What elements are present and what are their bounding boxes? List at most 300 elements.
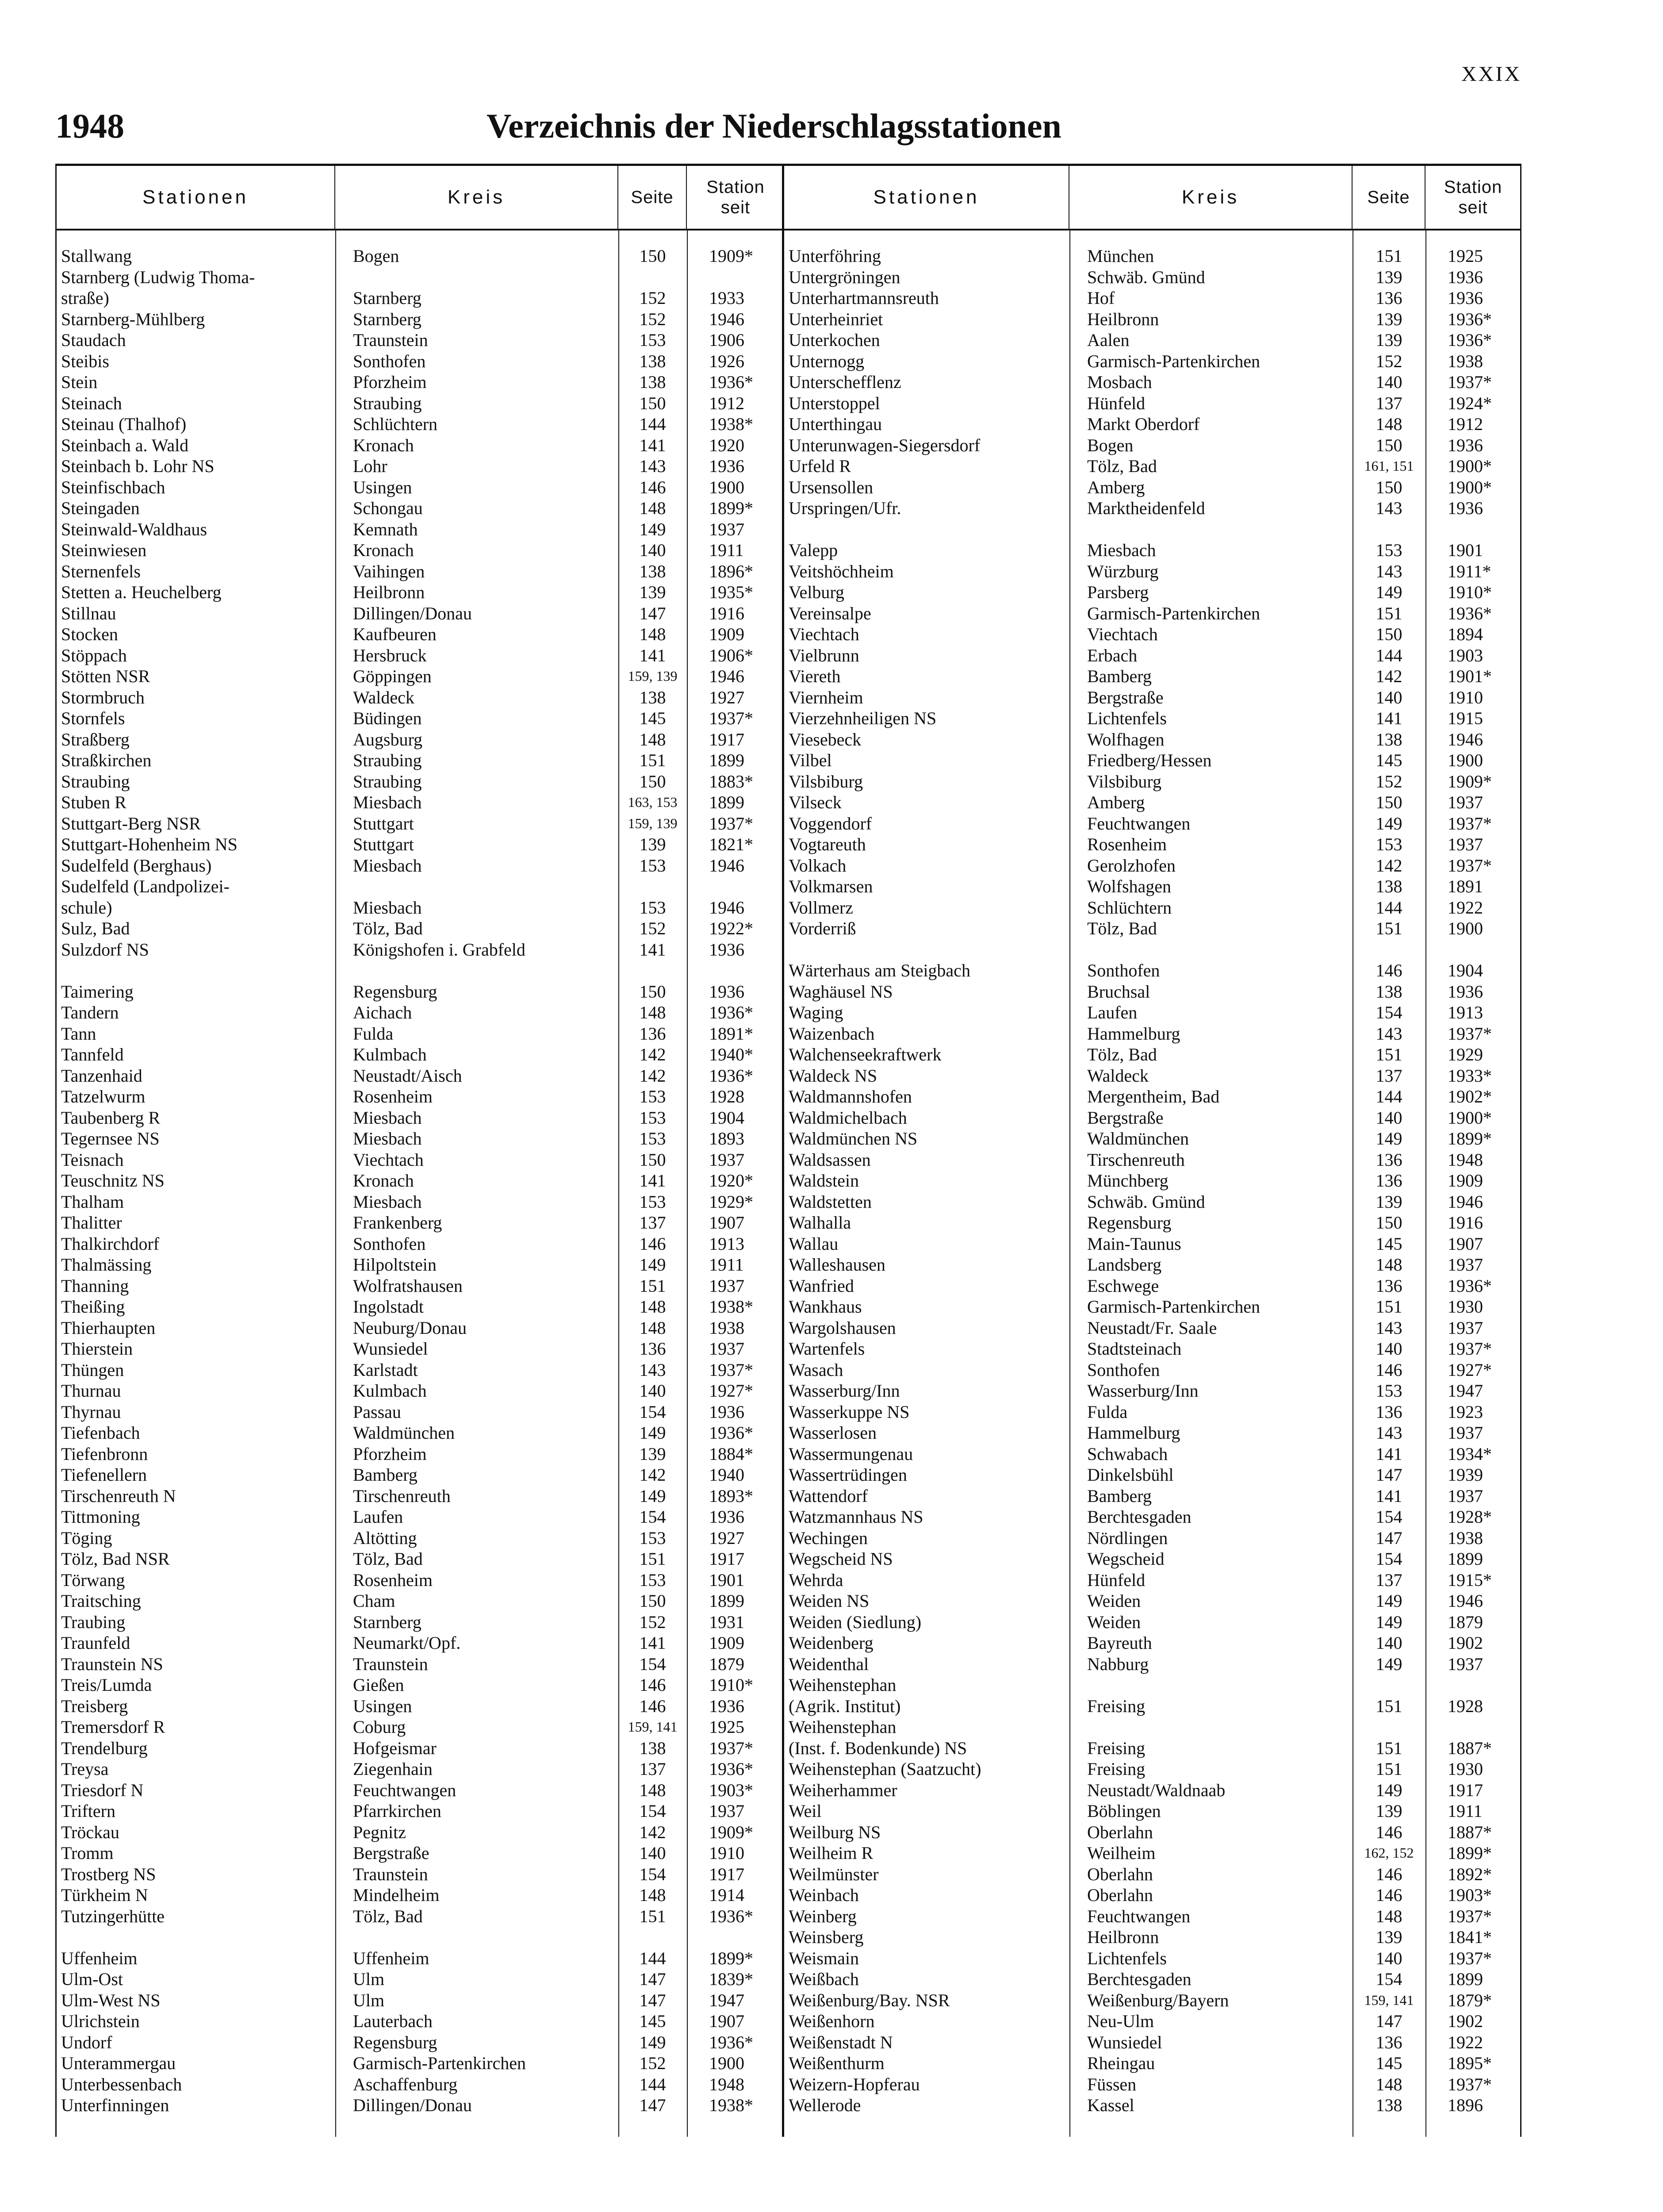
- station-name: Törwang: [61, 1570, 125, 1590]
- table-row: [57, 1906, 782, 1927]
- station-seite: 149: [639, 2032, 666, 2052]
- station-seite: 140: [1376, 372, 1402, 392]
- station-seit: 1913: [1448, 1002, 1483, 1022]
- station-kreis: Freising: [1087, 1738, 1146, 1758]
- station-seite: 154: [639, 1402, 666, 1422]
- table-left-half: [57, 166, 784, 2137]
- station-kreis: Stadtsteinach: [1087, 1339, 1182, 1359]
- table-row: [57, 1885, 782, 1906]
- station-kreis: Tölz, Bad: [1087, 1045, 1157, 1064]
- table-row: [57, 1759, 782, 1780]
- table-row: [784, 1254, 1521, 1275]
- station-seit: 1899: [1448, 1969, 1483, 1989]
- station-name: Tittmoning: [61, 1507, 140, 1527]
- station-seit: 1911: [709, 540, 744, 560]
- table-row: [784, 1444, 1521, 1465]
- station-kreis: Tirschenreuth: [353, 1486, 451, 1506]
- station-seit: 1917: [1448, 1780, 1483, 1800]
- station-seit: 1900: [709, 2053, 744, 2073]
- station-name: Staudach: [61, 330, 126, 350]
- station-kreis: Regensburg: [353, 981, 437, 1002]
- station-name: Triesdorf N: [61, 1780, 144, 1800]
- station-name: Weiden (Siedlung): [789, 1612, 922, 1632]
- station-kreis: Rheingau: [1087, 2053, 1155, 2073]
- station-name: Stallwang: [61, 246, 132, 266]
- table-row: [784, 372, 1521, 393]
- table-row: [57, 1969, 782, 1990]
- station-seit: 1938: [1448, 1528, 1483, 1548]
- station-kreis: Kemnath: [353, 519, 418, 539]
- station-seite: 153: [639, 1107, 666, 1128]
- station-kreis: Dinkelsbühl: [1087, 1465, 1174, 1485]
- station-name: Tanzenhaid: [61, 1065, 142, 1086]
- station-seite: 154: [639, 1801, 666, 1821]
- station-kreis: Usingen: [353, 477, 412, 497]
- station-name: (Inst. f. Bodenkunde) NS: [789, 1738, 967, 1758]
- table-row: [784, 1380, 1521, 1402]
- station-kreis: Dillingen/Donau: [353, 2095, 472, 2115]
- station-kreis: Mergentheim, Bad: [1087, 1087, 1220, 1106]
- station-name: [784, 939, 1069, 960]
- station-seite: 138: [639, 372, 666, 392]
- table-row: [57, 666, 782, 687]
- station-name: Vilsbiburg: [789, 771, 863, 791]
- station-kreis: Traunstein: [353, 330, 428, 350]
- table-row: [784, 1632, 1521, 1654]
- station-kreis: Laufen: [353, 1507, 403, 1527]
- station-seite: 148: [639, 498, 666, 518]
- station-name: Vilseck: [789, 792, 842, 812]
- station-seit: 1910*: [709, 1675, 753, 1695]
- station-kreis: Straubing: [353, 750, 422, 770]
- station-name: Wegscheid NS: [789, 1549, 893, 1569]
- table-row: [784, 246, 1521, 267]
- station-seit: 1937*: [1448, 1023, 1492, 1044]
- station-seit: 1936: [709, 1696, 744, 1716]
- station-kreis: Miesbach: [353, 1129, 422, 1148]
- station-seite: 145: [639, 708, 666, 728]
- station-seit: 1936*: [1448, 1275, 1492, 1296]
- station-seit: 1902: [1448, 2011, 1483, 2031]
- station-seit: 1936: [1448, 498, 1483, 518]
- station-seite: 138: [1376, 729, 1402, 749]
- station-seit: 1937: [1448, 1255, 1483, 1275]
- station-kreis: Kronach: [353, 540, 414, 560]
- station-seit: 1936*: [709, 1759, 753, 1779]
- station-kreis: Karlstadt: [353, 1359, 418, 1380]
- station-name: Triftern: [61, 1801, 115, 1821]
- station-seite: 146: [639, 1675, 666, 1695]
- table-row: [784, 1548, 1521, 1570]
- table-row: [784, 1990, 1521, 2011]
- station-name: Unterheinriet: [789, 309, 883, 329]
- station-seite: 141: [1376, 708, 1402, 728]
- station-kreis: Miesbach: [353, 1191, 422, 1212]
- station-kreis: Freising: [1087, 1759, 1146, 1779]
- station-seite: 150: [639, 393, 666, 413]
- station-kreis: Oberlahn: [1087, 1864, 1153, 1884]
- station-kreis: Ulm: [353, 1969, 385, 1989]
- table-row: [784, 1191, 1521, 1213]
- station-kreis: Aalen: [1087, 330, 1130, 350]
- table-row: [57, 246, 782, 267]
- table-row: [784, 1528, 1521, 1549]
- station-seite: 148: [639, 624, 666, 644]
- station-name: Wehrda: [789, 1570, 843, 1590]
- table-row: [784, 792, 1521, 813]
- station-name: Steibis: [61, 351, 109, 371]
- table-row: [57, 1801, 782, 1822]
- table-row: [57, 1044, 782, 1065]
- station-name: Trostberg NS: [61, 1864, 156, 1884]
- table-row: [57, 1422, 782, 1444]
- station-seit: 1901: [1448, 540, 1483, 560]
- station-name: Weißbach: [789, 1969, 859, 1989]
- station-seit: 1934*: [1448, 1444, 1492, 1464]
- station-seit: 1907: [709, 1213, 744, 1233]
- table-row: [784, 1002, 1521, 1023]
- station-seit: 1900*: [1448, 477, 1492, 497]
- station-seite: 147: [1376, 1465, 1402, 1485]
- station-seit: 1937*: [1448, 855, 1492, 876]
- station-name: Unterbessenbach: [61, 2074, 182, 2094]
- station-seite: 153: [639, 330, 666, 350]
- station-kreis: Weiden: [1087, 1612, 1141, 1632]
- table-row: [784, 1801, 1521, 1822]
- station-seite: 159, 139: [628, 815, 678, 831]
- station-seit: 1947: [709, 1990, 744, 2010]
- table-row: [784, 1317, 1521, 1339]
- station-kreis: Füssen: [1087, 2074, 1137, 2094]
- station-seite: 153: [639, 1087, 666, 1106]
- table-row: [784, 1023, 1521, 1045]
- station-seite: 146: [1376, 1864, 1402, 1884]
- table-row: [784, 1696, 1521, 1717]
- station-seite: 137: [1376, 1065, 1402, 1086]
- station-seite: 143: [1376, 561, 1402, 581]
- station-seit: 1915*: [1448, 1570, 1492, 1590]
- station-seite: 153: [639, 1570, 666, 1590]
- station-seite: 138: [639, 351, 666, 371]
- station-name: Weiden NS: [789, 1591, 870, 1611]
- station-seite: 147: [1376, 2011, 1402, 2031]
- station-seit: 1937: [709, 1275, 744, 1296]
- station-name: Uffenheim: [61, 1948, 138, 1968]
- station-seit: 1927: [709, 687, 744, 707]
- table-row: [784, 540, 1521, 561]
- station-name: Thalmässing: [61, 1255, 152, 1275]
- station-seite: 140: [1376, 1107, 1402, 1128]
- station-seit: 1937: [709, 1149, 744, 1170]
- header-seite: Seite: [618, 166, 687, 229]
- table-row: [57, 771, 782, 792]
- station-seit: 1925: [1448, 246, 1483, 266]
- table-row: [57, 897, 782, 918]
- table-row: [784, 939, 1521, 960]
- station-seite: 150: [1376, 792, 1402, 812]
- station-kreis: Sonthofen: [353, 1233, 426, 1254]
- station-kreis: Lichtenfels: [1087, 1948, 1167, 1968]
- table-row: [57, 1717, 782, 1738]
- station-seit: 1936*: [709, 2032, 753, 2052]
- station-seit: 1915: [1448, 708, 1483, 728]
- station-seit: 1912: [709, 393, 744, 413]
- station-name: Unternogg: [789, 351, 865, 371]
- table-row: [784, 1843, 1521, 1864]
- station-seite: 144: [639, 1948, 666, 1968]
- station-seit: 1928: [1448, 1696, 1483, 1716]
- station-seite: 152: [639, 1612, 666, 1632]
- station-seite: 143: [1376, 498, 1402, 518]
- station-seite: 150: [1376, 624, 1402, 644]
- station-seit: 1891*: [709, 1023, 753, 1044]
- page-title: Verzeichnis der Niederschlagsstationen: [487, 107, 1061, 145]
- station-seite: 148: [639, 1002, 666, 1022]
- station-seite: 161, 151: [1364, 458, 1414, 474]
- station-kreis: Regensburg: [1087, 1213, 1172, 1233]
- station-name: Weizern-Hopferau: [789, 2074, 920, 2094]
- station-name: Undorf: [61, 2032, 112, 2052]
- station-name: Velburg: [789, 582, 844, 602]
- station-seit: 1909*: [709, 246, 753, 266]
- station-name: Walhalla: [789, 1213, 851, 1233]
- station-kreis: Schwäb. Gmünd: [1087, 1191, 1205, 1212]
- station-kreis: Waldmünchen: [353, 1423, 455, 1443]
- station-seit: 1937: [1448, 834, 1483, 854]
- table-row: [784, 1044, 1521, 1065]
- station-kreis: Straubing: [353, 393, 422, 413]
- station-kreis: Amberg: [1087, 477, 1145, 497]
- station-seit: 1907: [709, 2011, 744, 2031]
- table-row: [57, 1233, 782, 1255]
- station-seit: [1425, 519, 1521, 540]
- station-kreis: Kaufbeuren: [353, 624, 437, 644]
- table-row: [57, 1528, 782, 1549]
- station-seite: 143: [1376, 1023, 1402, 1044]
- station-kreis: Wolfhagen: [1087, 729, 1165, 749]
- station-kreis: Kulmbach: [353, 1381, 427, 1401]
- station-kreis: Neustadt/Waldnaab: [1087, 1780, 1226, 1800]
- station-seit: 1937*: [1448, 813, 1492, 833]
- table-row: [57, 1380, 782, 1402]
- station-seite: 141: [1376, 1444, 1402, 1464]
- station-seite: 151: [639, 750, 666, 770]
- station-name: Stuben R: [61, 792, 126, 812]
- station-seite: 150: [1376, 1213, 1402, 1233]
- table-row: [784, 561, 1521, 582]
- station-kreis: Tölz, Bad: [1087, 918, 1157, 938]
- table-row: [57, 918, 782, 939]
- table-row: [784, 876, 1521, 897]
- station-name: [57, 960, 335, 981]
- station-name: Vorderriß: [789, 918, 856, 938]
- station-seite: 153: [1376, 834, 1402, 854]
- station-kreis: Mindelheim: [353, 1885, 440, 1905]
- station-seite: 143: [1376, 1423, 1402, 1443]
- station-name: Waldeck NS: [789, 1065, 877, 1086]
- station-seite: 148: [1376, 1255, 1402, 1275]
- station-seit: [687, 960, 784, 981]
- table-row: [784, 414, 1521, 435]
- table-row: [784, 1674, 1521, 1696]
- station-seit: 1946: [709, 666, 744, 686]
- table-row: [57, 519, 782, 540]
- station-name: Stillnau: [61, 603, 116, 623]
- table-row: [784, 1885, 1521, 1906]
- station-name: Tandern: [61, 1002, 119, 1022]
- station-name: Thyrnau: [61, 1402, 121, 1422]
- station-seite: 148: [639, 1780, 666, 1800]
- station-kreis: Waldeck: [1087, 1065, 1149, 1086]
- station-seite: 153: [1376, 540, 1402, 560]
- station-kreis: Schongau: [353, 498, 423, 518]
- header-kreis: Kreis: [335, 166, 618, 229]
- station-kreis: Miesbach: [353, 897, 422, 918]
- station-kreis: Friedberg/Hessen: [1087, 750, 1212, 770]
- station-name: Teuschnitz NS: [61, 1171, 165, 1190]
- station-seite: 150: [1376, 477, 1402, 497]
- station-seite: 139: [1376, 1801, 1402, 1821]
- station-seite: 163, 153: [628, 794, 678, 810]
- station-seite: [1353, 1674, 1425, 1696]
- station-kreis: [1069, 1674, 1353, 1696]
- station-seite: 140: [1376, 1633, 1402, 1653]
- station-seite: 148: [639, 1317, 666, 1338]
- station-kreis: Garmisch-Partenkirchen: [1087, 351, 1260, 371]
- station-kreis: Stuttgart: [353, 813, 414, 833]
- station-kreis: Hammelburg: [1087, 1023, 1180, 1044]
- station-name: Tutzingerhütte: [61, 1906, 165, 1926]
- station-seite: [618, 267, 687, 288]
- table-row: [57, 477, 782, 498]
- station-seite: 154: [639, 1507, 666, 1527]
- station-seite: 151: [1376, 918, 1402, 938]
- station-kreis: Cham: [353, 1591, 395, 1611]
- station-kreis: Miesbach: [353, 1107, 422, 1128]
- station-name: Steinau (Thalhof): [61, 414, 187, 434]
- station-seite: 154: [1376, 1969, 1402, 1989]
- station-seit: 1903*: [709, 1780, 753, 1800]
- station-kreis: Augsburg: [353, 729, 423, 749]
- station-kreis: Sonthofen: [353, 351, 426, 371]
- station-seit: 1894: [1448, 624, 1483, 644]
- station-seite: 151: [1376, 1045, 1402, 1064]
- station-name: [784, 519, 1069, 540]
- station-seite: 141: [639, 1633, 666, 1653]
- station-name: Tiefenbach: [61, 1423, 140, 1443]
- station-kreis: Pforzheim: [353, 372, 427, 392]
- station-name: Wärterhaus am Steigbach: [789, 960, 970, 980]
- station-kreis: Heilbronn: [353, 582, 425, 602]
- station-seit: 1937*: [1448, 1339, 1492, 1359]
- table-row: [784, 393, 1521, 414]
- station-name: Tannfeld: [61, 1045, 124, 1064]
- station-kreis: Rosenheim: [1087, 834, 1167, 854]
- station-seite: 151: [1376, 1738, 1402, 1758]
- station-seite: 139: [1376, 267, 1402, 287]
- table-row: [784, 1906, 1521, 1927]
- table-row: [57, 1843, 782, 1864]
- station-seit: 1937*: [1448, 1948, 1492, 1968]
- station-kreis: Bamberg: [353, 1465, 418, 1485]
- table-row: [784, 750, 1521, 771]
- station-seit: 1925: [709, 1717, 744, 1737]
- header-station-seit: Station seit: [706, 177, 765, 217]
- station-kreis: Viechtach: [1087, 624, 1158, 644]
- station-seit: 1909*: [709, 1822, 753, 1842]
- station-name: Viereth: [789, 666, 841, 686]
- station-kreis: Waldmünchen: [1087, 1129, 1189, 1148]
- table-row: [784, 1717, 1521, 1738]
- station-kreis: Regensburg: [353, 2032, 437, 2052]
- station-kreis: Sonthofen: [1087, 960, 1160, 980]
- station-seit: 1929*: [709, 1191, 753, 1212]
- station-seite: 159, 139: [628, 668, 678, 684]
- station-name: Steingaden: [61, 498, 140, 518]
- table-row: [57, 2011, 782, 2032]
- station-seite: 136: [1376, 1402, 1402, 1422]
- station-name: Weihenstephan (Saatzucht): [789, 1759, 981, 1779]
- station-seit: 1909: [1448, 1171, 1483, 1190]
- station-name: Wechingen: [789, 1528, 868, 1548]
- station-kreis: Stuttgart: [353, 834, 414, 854]
- table-row: [57, 1065, 782, 1087]
- station-seit: 1907: [1448, 1233, 1483, 1254]
- station-kreis: Amberg: [1087, 792, 1145, 812]
- station-name: Tremersdorf R: [61, 1717, 165, 1737]
- station-kreis: Oberlahn: [1087, 1822, 1153, 1842]
- station-name: Vierzehnheiligen NS: [789, 708, 937, 728]
- station-seit: 1901*: [1448, 666, 1492, 686]
- station-kreis: Hünfeld: [1087, 1570, 1146, 1590]
- station-kreis: Starnberg: [353, 288, 421, 308]
- station-seite: 145: [1376, 1233, 1402, 1254]
- station-seit: 1899: [709, 1591, 744, 1611]
- table-row: [784, 729, 1521, 750]
- station-name: Wargolshausen: [789, 1317, 896, 1338]
- station-seit: 1911: [709, 1255, 744, 1275]
- station-name: Wasserkuppe NS: [789, 1402, 910, 1422]
- header-stationen: Stationen: [57, 166, 335, 229]
- table-row: [57, 1632, 782, 1654]
- table-row: [784, 981, 1521, 1002]
- station-seite: 142: [639, 1045, 666, 1064]
- station-kreis: Bruchsal: [1087, 981, 1150, 1002]
- station-seite: 136: [1376, 1275, 1402, 1296]
- station-name: Valepp: [789, 540, 838, 560]
- station-name: Wanfried: [789, 1275, 854, 1296]
- station-seite: 147: [639, 2095, 666, 2115]
- station-name: Waghäusel NS: [789, 981, 893, 1002]
- table-row: [784, 1506, 1521, 1528]
- station-name: Wattendorf: [789, 1486, 868, 1506]
- table-row: [784, 2095, 1521, 2116]
- station-name: Waldmichelbach: [789, 1107, 907, 1128]
- station-seit: 1927: [709, 1528, 744, 1548]
- table-row: [57, 456, 782, 477]
- station-seite: 151: [1376, 1759, 1402, 1779]
- table-row: [57, 1612, 782, 1633]
- table-row: [57, 792, 782, 813]
- table-row: [57, 2053, 782, 2074]
- station-kreis: Garmisch-Partenkirchen: [1087, 603, 1260, 623]
- station-seit: 1902: [1448, 1633, 1483, 1653]
- station-seit: 1899*: [709, 1948, 753, 1968]
- station-name: Waizenbach: [789, 1023, 875, 1044]
- station-seite: 137: [1376, 393, 1402, 413]
- station-kreis: Mosbach: [1087, 372, 1152, 392]
- station-kreis: Neustadt/Aisch: [353, 1065, 462, 1086]
